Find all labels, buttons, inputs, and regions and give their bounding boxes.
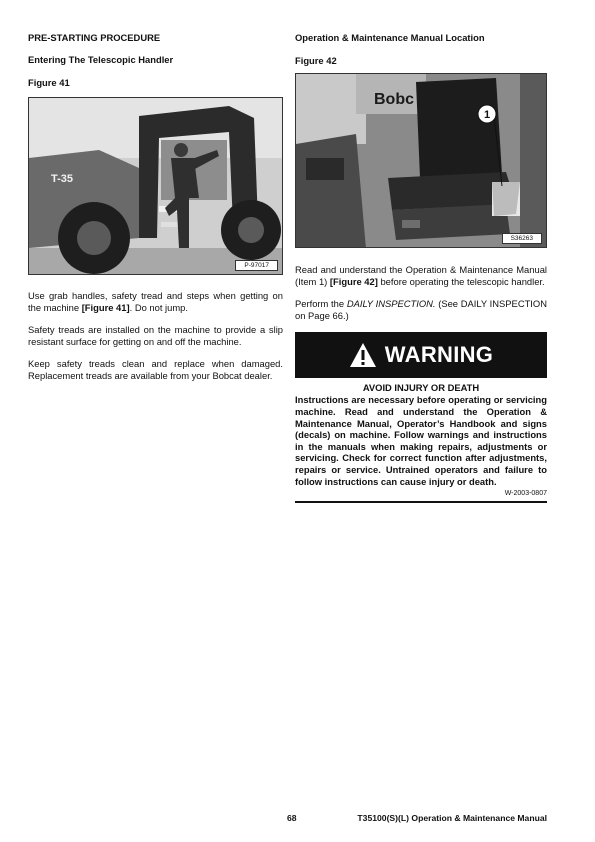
bobcat-logo: Bobc: [374, 91, 414, 108]
warning-body: Instructions are necessary before operating or servicing machine. Read and understand the Operation & Maintenance Manual, Operator’s Handbook and signs (decals) on machine. Follow warnings and instructions in the manuals when making repairs, adjustments or servicing. Check for correct function after adjustments, repairs or service. Untrained operators and failure to follow instructions can cause injury or death.: [295, 394, 547, 487]
figure-42-photo: [295, 73, 547, 248]
machine-logo: T-35: [51, 173, 74, 185]
figure-42-label: Figure 42: [295, 55, 337, 66]
figure-41-label: Figure 41: [28, 77, 70, 88]
manual-title: T35100(S)(L) Operation & Maintenance Manual: [357, 813, 547, 823]
paragraph-safety-treads: Safety treads are installed on the machine to provide a slip resistant surface for getting on and off the machine.: [28, 324, 283, 347]
left-column: [28, 32, 283, 382]
paragraph-grab-handles: Use grab handles, safety tread and steps when getting on the machine [Figure 41]. Do not jump.: [28, 290, 283, 313]
paragraph-read-manual: Read and understand the Operation & Maintenance Manual (Item 1) [Figure 42] before operating the telescopic handler.: [295, 264, 547, 287]
section-title: PRE-STARTING PROCEDURE: [28, 32, 161, 43]
callout-item-1: 1: [483, 109, 491, 121]
telescopic-handler-illustration: [29, 98, 283, 275]
figure-41-photo: [28, 97, 283, 275]
figure-42-code: S36263: [502, 233, 542, 244]
figure-41-code: P-97017: [235, 260, 278, 271]
paragraph-daily-inspection: Perform the DAILY INSPECTION. (See DAILY INSPECTION on Page 66.): [295, 298, 547, 321]
daily-inspection-ref: DAILY INSPECTION.: [346, 298, 436, 310]
warning-triangle-icon: [349, 342, 377, 368]
warning-divider: [295, 501, 547, 503]
paragraph-keep-clean: Keep safety treads clean and replace when damaged. Replacement treads are available from your Bobcat dealer.: [28, 358, 283, 381]
figure-41-ref: [Figure 41]: [81, 301, 130, 313]
warning-label: WARNING: [384, 342, 494, 368]
figure-42-ref: [Figure 42]: [329, 275, 378, 287]
heading-manual-location: Operation & Maintenance Manual Location: [295, 32, 485, 43]
subheading-entering: Entering The Telescopic Handler: [28, 54, 174, 65]
page-number: 68: [287, 813, 297, 823]
right-column: [295, 32, 547, 503]
warning-code: W-2003-0807: [504, 490, 547, 498]
operator-seat-illustration: [296, 74, 547, 248]
warning-banner: [295, 332, 547, 378]
warning-title: AVOID INJURY OR DEATH: [362, 382, 480, 394]
